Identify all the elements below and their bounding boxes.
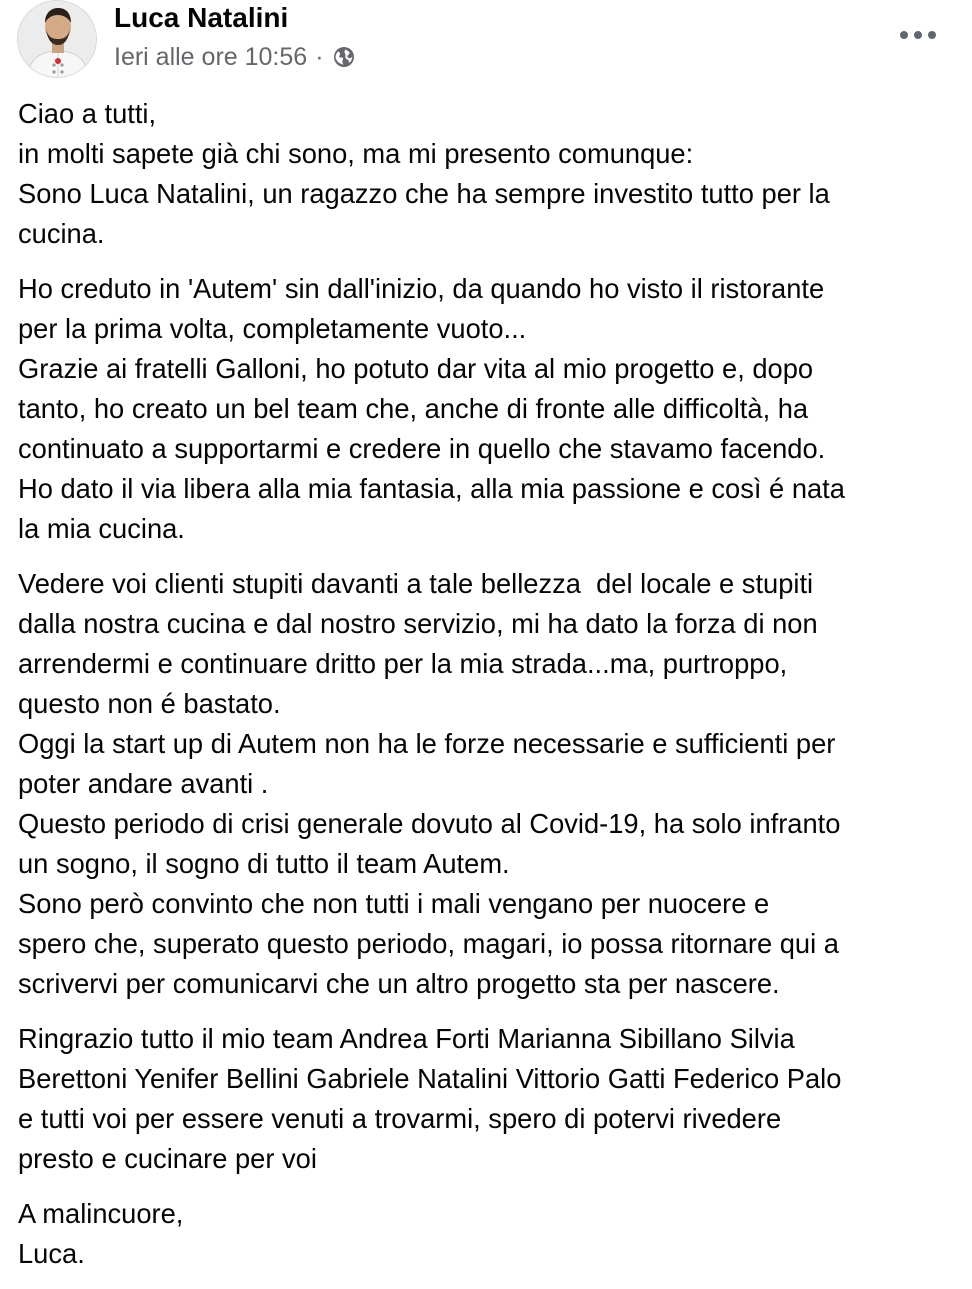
post-text-line: e tutti voi per essere venuti a trovarmi, spero di potervi rivedere: [18, 1103, 782, 1134]
post-timestamp[interactable]: Ieri alle ore 10:56: [114, 42, 308, 71]
post-meta: [114, 40, 356, 74]
post-text-line: Ringrazio tutto il mio team Andrea Forti Marianna Sibillano Silvia: [18, 1023, 795, 1054]
post-text-line: Ho creduto in 'Autem' sin dall'inizio, da quando ho visto il ristorante: [18, 273, 825, 304]
post-text-line: continuato a supportarmi e credere in quello che stavamo facendo.: [18, 433, 826, 464]
post-text-line: A malincuore,: [18, 1198, 184, 1229]
more-options-icon: [914, 31, 922, 39]
more-options-button[interactable]: [890, 18, 946, 52]
post-text-line: dalla nostra cucina e dal nostro servizio, mi ha dato la forza di non: [18, 608, 818, 639]
post-text-line: per la prima volta, completamente vuoto...: [18, 313, 527, 344]
author-avatar[interactable]: [17, 0, 97, 78]
post-text-line: Questo periodo di crisi generale dovuto al Covid-19, ha solo infranto: [18, 808, 841, 839]
post-paragraph: [18, 1194, 958, 1274]
post-text-line: Oggi la start up di Autem non ha le forze necessarie e sufficienti per: [18, 728, 836, 759]
post-text-line: Ciao a tutti,: [18, 98, 157, 129]
post-text-line: Sono Luca Natalini, un ragazzo che ha sempre investito tutto per la: [18, 178, 830, 209]
meta-separator: ·: [315, 42, 324, 71]
post-paragraph: [18, 1019, 958, 1179]
post-paragraph: [18, 94, 958, 254]
post-text-line: Sono però convinto che non tutti i mali vengano per nuocere e: [18, 888, 770, 919]
post-text-line: Grazie ai fratelli Galloni, ho potuto dar vita al mio progetto e, dopo: [18, 353, 814, 384]
post-text-line: scrivervi per comunicarvi che un altro progetto sta per nascere.: [18, 968, 780, 999]
post-header: [0, 0, 972, 90]
post-text-line: spero che, superato questo periodo, magari, io possa ritornare qui a: [18, 928, 839, 959]
post-text-line: Luca.: [18, 1238, 85, 1269]
post-text-line: un sogno, il sogno di tutto il team Autem.: [18, 848, 510, 879]
post-text-line: la mia cucina.: [18, 513, 185, 544]
globe-icon[interactable]: [332, 45, 356, 69]
more-options-icon: [928, 31, 936, 39]
post-text-line: Ho dato il via libera alla mia fantasia, alla mia passione e così é nata: [18, 473, 845, 504]
author-name[interactable]: Luca Natalini: [114, 2, 289, 33]
post-text-line: Berettoni Yenifer Bellini Gabriele Natalini Vittorio Gatti Federico Palo: [18, 1063, 842, 1094]
post-text-line: tanto, ho creato un bel team che, anche di fronte alle difficoltà, ha: [18, 393, 809, 424]
post-text-line: questo non é bastato.: [18, 688, 281, 719]
post-text-line: cucina.: [18, 218, 105, 249]
post-text-line: in molti sapete già chi sono, ma mi presento comunque:: [18, 138, 694, 169]
post-paragraph: [18, 269, 958, 549]
post-text-line: arrendermi e continuare dritto per la mia strada...ma, purtroppo,: [18, 648, 788, 679]
post-text-line: poter andare avanti .: [18, 768, 269, 799]
post-text: [18, 94, 958, 1289]
post-paragraph: [18, 564, 958, 1004]
more-options-icon: [900, 31, 908, 39]
post-text-line: Vedere voi clienti stupiti davanti a tale bellezza del locale e stupiti: [18, 568, 814, 599]
post-text-line: presto e cucinare per voi: [18, 1143, 317, 1174]
avatar-photo-icon: [18, 1, 97, 78]
